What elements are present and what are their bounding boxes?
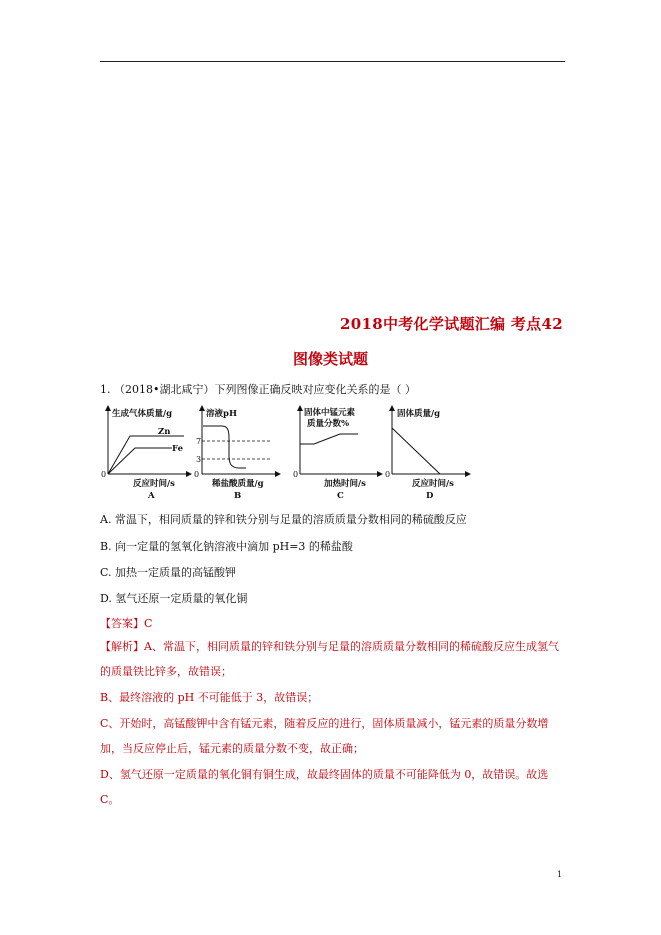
chart-a-line-zn <box>108 436 184 474</box>
analysis-c <box>100 711 568 761</box>
chart-d-ylabel: 固体质量/g <box>397 409 441 419</box>
chart-b-curve <box>203 426 246 468</box>
option-a: A. 常温下，相同质量的锌和铁分别与足量的溶质质量分数相同的稀硫酸反应 <box>100 513 467 526</box>
chart-c-line <box>300 434 358 444</box>
chart-d-letter: D <box>426 491 434 501</box>
chart-c-xlabel: 加热时间/s <box>324 479 366 489</box>
chart-a-label-fe: Fe <box>172 444 183 454</box>
option-d: D. 氢气还原一定质量的氧化铜 <box>100 592 248 605</box>
analysis-d <box>100 762 568 812</box>
chart-b-tick-7: 7 <box>196 437 202 446</box>
chart-a-xlabel: 反应时间/s <box>133 479 175 489</box>
chart-a <box>101 406 191 501</box>
chart-b <box>194 406 280 501</box>
chart-b-tick-3: 3 <box>196 455 202 464</box>
analysis-a <box>100 634 568 684</box>
chart-c <box>293 406 382 501</box>
analysis-b <box>100 685 568 710</box>
chart-a-origin: 0 <box>101 470 107 479</box>
chart-b-ylabel: 溶液pH <box>206 409 237 419</box>
analysis-line-a: 【解析】A、常温下，相同质量的锌和铁分别与足量的溶质质量分数相同的稀硫酸反应生成氢气的质量铁比锌多，故错误； <box>100 640 559 678</box>
chart-c-origin: 0 <box>293 470 299 479</box>
question-figures <box>100 404 480 504</box>
chart-c-ylabel-line2: 质量分数% <box>307 419 350 429</box>
option-c: C. 加热一定质量的高锰酸钾 <box>100 566 237 579</box>
chart-c-ylabel-line1: 固体中锰元素 <box>304 408 356 418</box>
analysis-line-c: C、开始时，高锰酸钾中含有锰元素，随着反应的进行，固体质量减小，锰元素的质量分数增加，当反应停止后，锰元素的质量分数不变，故正确； <box>100 717 549 755</box>
chart-d-xlabel: 反应时间/s <box>412 479 454 489</box>
chart-a-label-zn: Zn <box>158 427 171 437</box>
analysis-line-d: D、氢气还原一定质量的氧化铜有铜生成，故最终固体的质量不可能降低为 0，故错误。故选 C。 <box>100 768 549 806</box>
chart-b-origin: 0 <box>194 470 200 479</box>
option-b: B. 向一定量的氢氧化钠溶液中滴加 pH=3 的稀盐酸 <box>100 540 353 553</box>
chart-a-line-fe <box>108 448 172 474</box>
analysis-line-b: B、最终溶液的 pH 不可能低于 3，故错误； <box>100 691 319 704</box>
chart-d-line <box>392 428 440 474</box>
chart-a-ylabel: 生成气体质量/g <box>112 409 173 419</box>
question-stem: 1. （2018•湖北咸宁）下列图像正确反映对应变化关系的是（ ） <box>100 383 416 396</box>
chart-b-letter: B <box>234 491 242 501</box>
document-title: 2018中考化学试题汇编 考点42 <box>340 315 563 333</box>
header-rule <box>100 61 565 62</box>
answer: 【答案】C <box>100 617 153 630</box>
chart-d <box>385 406 470 501</box>
chart-d-origin: 0 <box>385 470 391 479</box>
chart-c-letter: C <box>337 491 344 501</box>
page-number: 1 <box>557 870 563 879</box>
chart-b-xlabel: 稀盐酸质量/g <box>212 479 264 489</box>
figures-svg <box>100 404 480 504</box>
chart-a-letter: A <box>148 491 155 501</box>
document-subtitle: 图像类试题 <box>292 350 368 368</box>
